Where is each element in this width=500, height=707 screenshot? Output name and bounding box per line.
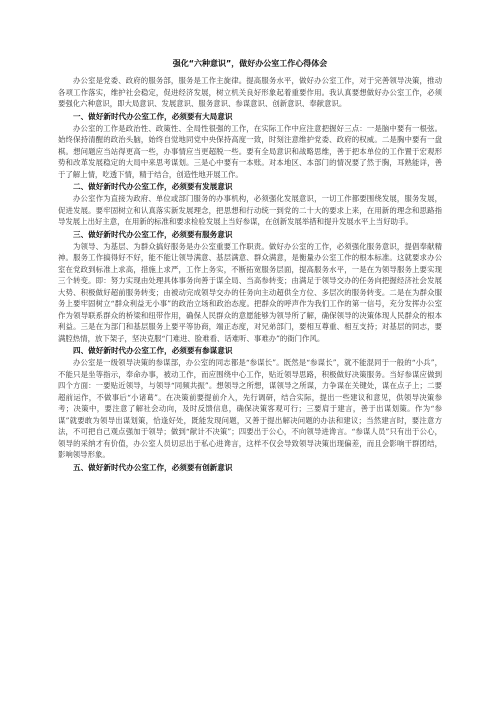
paragraph: 办公室的工作是政治性、政策性、全局性很强的工作，在实际工作中应注意把握好三点：一是脑中要有一根弦。始终保持清醒的政治头脑，始终自觉地同党中央保持高度一致，时刻注意维护党委、政府的权威。二是胸中要有一盘棋。想问题应当站得更高一些，办事情应当更超脱一些。要有全局意识和战略思维，善于把本单位的工作置于宏观形势和改革发展稳定的大局中来思考谋划。三是心中要有一本账。对本地区、本部门的情况要了然于胸，耳熟能详，善于了解上情，吃透下情，精于结合，创造性地开展工作。 — [58, 123, 442, 179]
paragraph: 办公室是党委、政府的服务部，服务是工作主旋律。提高服务水平，做好办公室工作，对于完善领导决策，推动各项工作落实，维护社会稳定，促进经济发展，树立机关良好形象起着重要作用。我认真要想做好办公室工作，必须要强化六种意识，即大局意识、发展意识、服务意识、参谋意识、创新意识、奉献意识。 — [58, 76, 442, 108]
section-heading: 一、做好新时代办公室工作，必须要有大局意识 — [73, 111, 233, 121]
section-heading: 五、做好新时代办公室工作，必须要有创新意识 — [73, 462, 233, 472]
document-title: 强化“六种意识”，做好办公室工作心得体会 — [172, 59, 328, 68]
document-body — [58, 75, 442, 473]
section-heading: 二、做好新时代办公室工作，必须要有发展意识 — [73, 182, 233, 191]
paragraph: 办公室作为直接为政府、单位或部门服务的办事机构，必须强化发展意识，一切工作都要围绕发展，服务发展，促进发展。要牢固树立和认真落实新发展理念，把思想和行动统一到党的二十大的要求上来，在用新的理念和思路指导发展上出好主意，在用新的标准和要求检验发展上当好参谋，在创新发展举措和提升发展水平上当好助手。 — [58, 194, 442, 226]
section-heading: 三、做好新时代办公室工作，必须要有服务意识 — [73, 229, 233, 239]
paragraph: 办公室是一级领导决策的参谋部，办公室的同志都是“参谋长”。既然是“参谋长”，就不能混同于一般的“小兵”，不能只是坐等指示，奉命办事，被动工作，而应围绕中心工作，贴近领导思路，积极做好决策服务。当好参谋应做到四个方面：一要贴近领导，与领导“同频共振”。想领导之所想，谋领导之所谋，力争谋在关键处，谋在点子上；二要超前运作，不做事后“小诸葛”。在决策前要提前介入，先行调研，结合实际，提出一些建议和意见，供领导决策参考；决策中，要注意了解社会动向，及时反馈信息，确保决策客观可行；三要肩于建言，善于出谋划策。作为“参谋”就要敢为领导出谋划策，恰逢好处，既能发现问题，又善于提出解决问题的办法和建议；当然建言时，要注意方法，不可把自己观点强加于领导；做到“献计不决策”；四要出于公心，不向领导进谗言。“参谋人员”只有出于公心，领导的采纳才有价值，办公室人员切忌出于私心进谗言，这样不仅会导致领导决策出现偏差，而且会影响干群团结，影响领导形象。 — [58, 358, 442, 459]
paragraph: 为领导、为基层、为群众搞好服务是办公室重要工作职责。做好办公室的工作，必须强化服务意识，提倡奉献精神。服务工作搞得好不好，能不能让领导满意、基层满意、群众满意，是衡量办公室工作的根本标准。这就要求办公室在党政到标准上求高，措施上求严，工作上务实，不断拓宽服务层面，提高服务水平，一是在为领导服务上要实现三个转变。即：努力实现由处理具体事务向善于谋全局、当高参转变；由满足于领导交办的任务向把握经济社会发展大势、积极做好超前服务转变；由被动完成领导交办的任务向主动超供全方位、多层次的服务转变。二是在为群众服务上要牢固树立“群众利益无小事”的政治立场和政治态度。把群众的呼声作为我们工作的第一信号，充分发挥办公室作为领导联系群众的桥梁和纽带作用，确保人民群众的意愿能够为领导所了解，确保领导的决策体现人民群众的根本利益。三是在为部门和基层服务上要平等协商，端正态度，对兄弟部门，要相互尊重、相互支持；对基层的同志，要满腔热情，放下架子，坚决克服“门难进、脸难看、话难听、事难办”的衙门作风。 — [58, 241, 442, 343]
section-heading: 四、做好新时代办公室工作，必须要有参谋意识 — [73, 346, 233, 355]
